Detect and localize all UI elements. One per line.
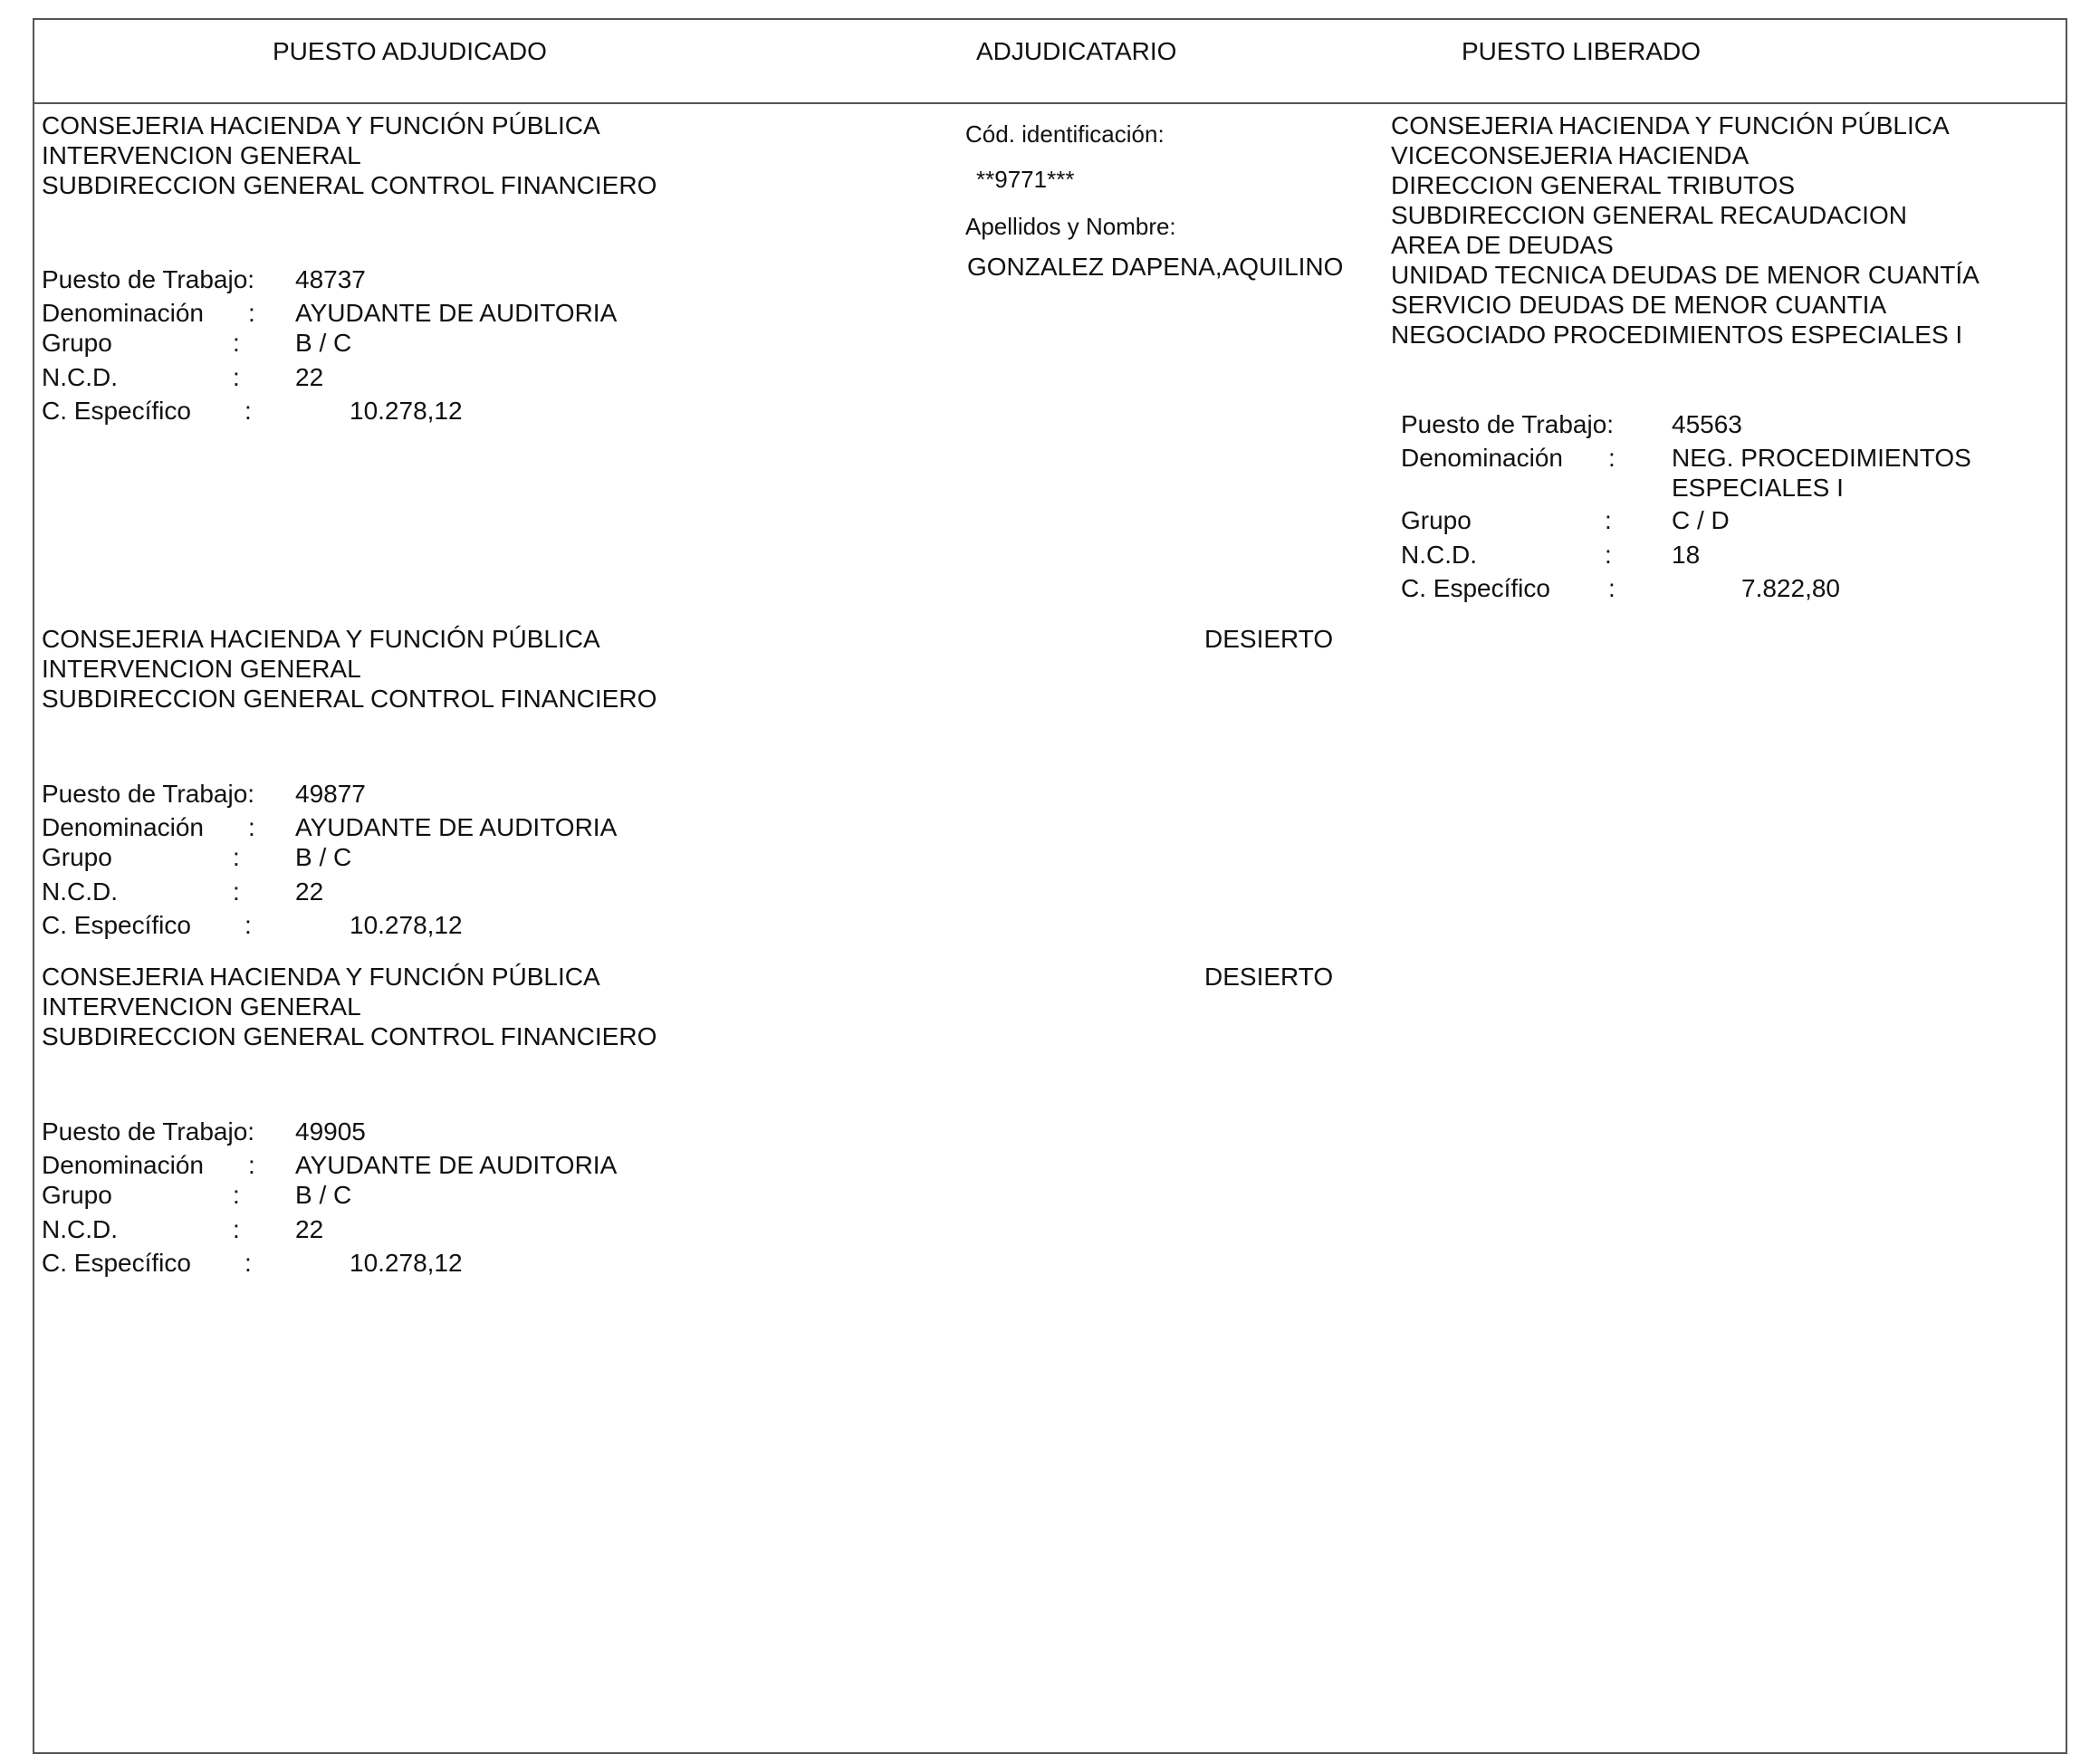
dept-line: CONSEJERIA HACIENDA Y FUNCIÓN PÚBLICA [42, 963, 600, 991]
puesto-label: Puesto de Trabajo: [42, 265, 255, 293]
denominacion-label: Denominación [42, 813, 204, 841]
colon: : [233, 329, 240, 357]
colon: : [233, 1215, 240, 1243]
header-puesto-liberado: PUESTO LIBERADO [1462, 37, 1702, 65]
liberado-ncd-value: 18 [1672, 541, 1701, 569]
liberado-grupo-value: C / D [1672, 506, 1730, 534]
especifico-label: C. Específico [42, 397, 191, 425]
liberado-especifico-value: 7.822,80 [1741, 574, 1840, 602]
dept-line: UNIDAD TECNICA DEUDAS DE MENOR CUANTÍA [1391, 261, 1980, 289]
entry-2-department [42, 624, 657, 714]
dept-line: CONSEJERIA HACIENDA Y FUNCIÓN PÚBLICA [42, 111, 600, 139]
colon: : [248, 1151, 255, 1179]
liberado-puesto-label: Puesto de Trabajo: [1401, 410, 1615, 438]
adjudicatario-nombre: GONZALEZ DAPENA,AQUILINO [967, 253, 1344, 281]
liberado-ncd-label: N.C.D. [1401, 541, 1477, 569]
denominacion-label: Denominación [42, 1151, 204, 1179]
especifico-value: 10.278,12 [350, 911, 463, 939]
colon: : [233, 843, 240, 871]
denominacion-value: AYUDANTE DE AUDITORIA [295, 299, 618, 327]
apellidos-label: Apellidos y Nombre: [965, 213, 1176, 240]
cod-identificacion-label: Cód. identificación: [965, 120, 1165, 148]
grupo-value: B / C [295, 843, 352, 871]
dept-line: VICECONSEJERIA HACIENDA [1391, 141, 1750, 169]
especifico-label: C. Específico [42, 1249, 191, 1277]
colon: : [248, 813, 255, 841]
ncd-value: 22 [295, 1215, 324, 1243]
dept-line: SUBDIRECCION GENERAL CONTROL FINANCIERO [42, 1022, 657, 1050]
especifico-value: 10.278,12 [350, 1249, 463, 1277]
dept-line: INTERVENCION GENERAL [42, 655, 361, 683]
grupo-value: B / C [295, 329, 352, 357]
puesto-label: Puesto de Trabajo: [42, 780, 255, 808]
grupo-value: B / C [295, 1181, 352, 1209]
dept-line: NEGOCIADO PROCEDIMIENTOS ESPECIALES I [1391, 321, 1963, 349]
status-desierto: DESIERTO [1204, 625, 1334, 653]
especifico-value: 10.278,12 [350, 397, 463, 425]
colon: : [1608, 574, 1615, 602]
liberado-puesto-value: 45563 [1672, 410, 1742, 438]
denominacion-value: AYUDANTE DE AUDITORIA [295, 1151, 618, 1179]
colon: : [233, 877, 240, 906]
status-desierto: DESIERTO [1204, 963, 1334, 991]
colon: : [244, 911, 252, 939]
dept-line: INTERVENCION GENERAL [42, 141, 361, 169]
header-divider [33, 102, 2067, 104]
header-puesto-adjudicado: PUESTO ADJUDICADO [273, 37, 547, 65]
ncd-label: N.C.D. [42, 1215, 118, 1243]
grupo-label: Grupo [42, 843, 112, 871]
dept-line: INTERVENCION GENERAL [42, 992, 361, 1021]
colon: : [1605, 541, 1612, 569]
liberado-grupo-label: Grupo [1401, 506, 1472, 534]
grupo-label: Grupo [42, 329, 112, 357]
dept-line: SUBDIRECCION GENERAL RECAUDACION [1391, 201, 1907, 229]
header-adjudicatario: ADJUDICATARIO [976, 37, 1177, 65]
colon: : [233, 363, 240, 391]
dept-line: SUBDIRECCION GENERAL CONTROL FINANCIERO [42, 171, 657, 199]
cod-identificacion-value: **9771*** [976, 166, 1075, 193]
ncd-label: N.C.D. [42, 877, 118, 906]
puesto-label: Puesto de Trabajo: [42, 1117, 255, 1146]
colon: : [1605, 506, 1612, 534]
ncd-value: 22 [295, 877, 324, 906]
puesto-value: 49877 [295, 780, 366, 808]
liberado-department [1391, 110, 1980, 350]
puesto-value: 49905 [295, 1117, 366, 1146]
liberado-denominacion-value-2: ESPECIALES I [1672, 474, 1844, 502]
entry-3-department [42, 962, 657, 1051]
dept-line: AREA DE DEUDAS [1391, 231, 1614, 259]
colon: : [244, 397, 252, 425]
liberado-especifico-label: C. Específico [1401, 574, 1550, 602]
denominacion-value: AYUDANTE DE AUDITORIA [295, 813, 618, 841]
denominacion-label: Denominación [42, 299, 204, 327]
puesto-value: 48737 [295, 265, 366, 293]
dept-line: SUBDIRECCION GENERAL CONTROL FINANCIERO [42, 685, 657, 713]
grupo-label: Grupo [42, 1181, 112, 1209]
liberado-denominacion-label: Denominación [1401, 444, 1563, 472]
dept-line: CONSEJERIA HACIENDA Y FUNCIÓN PÚBLICA [1391, 111, 1950, 139]
especifico-label: C. Específico [42, 911, 191, 939]
ncd-label: N.C.D. [42, 363, 118, 391]
colon: : [244, 1249, 252, 1277]
colon: : [248, 299, 255, 327]
colon: : [233, 1181, 240, 1209]
dept-line: CONSEJERIA HACIENDA Y FUNCIÓN PÚBLICA [42, 625, 600, 653]
dept-line: DIRECCION GENERAL TRIBUTOS [1391, 171, 1796, 199]
dept-line: SERVICIO DEUDAS DE MENOR CUANTIA [1391, 291, 1887, 319]
colon: : [1608, 444, 1615, 472]
liberado-denominacion-value: NEG. PROCEDIMIENTOS [1672, 444, 1971, 472]
entry-1-department [42, 110, 657, 200]
ncd-value: 22 [295, 363, 324, 391]
